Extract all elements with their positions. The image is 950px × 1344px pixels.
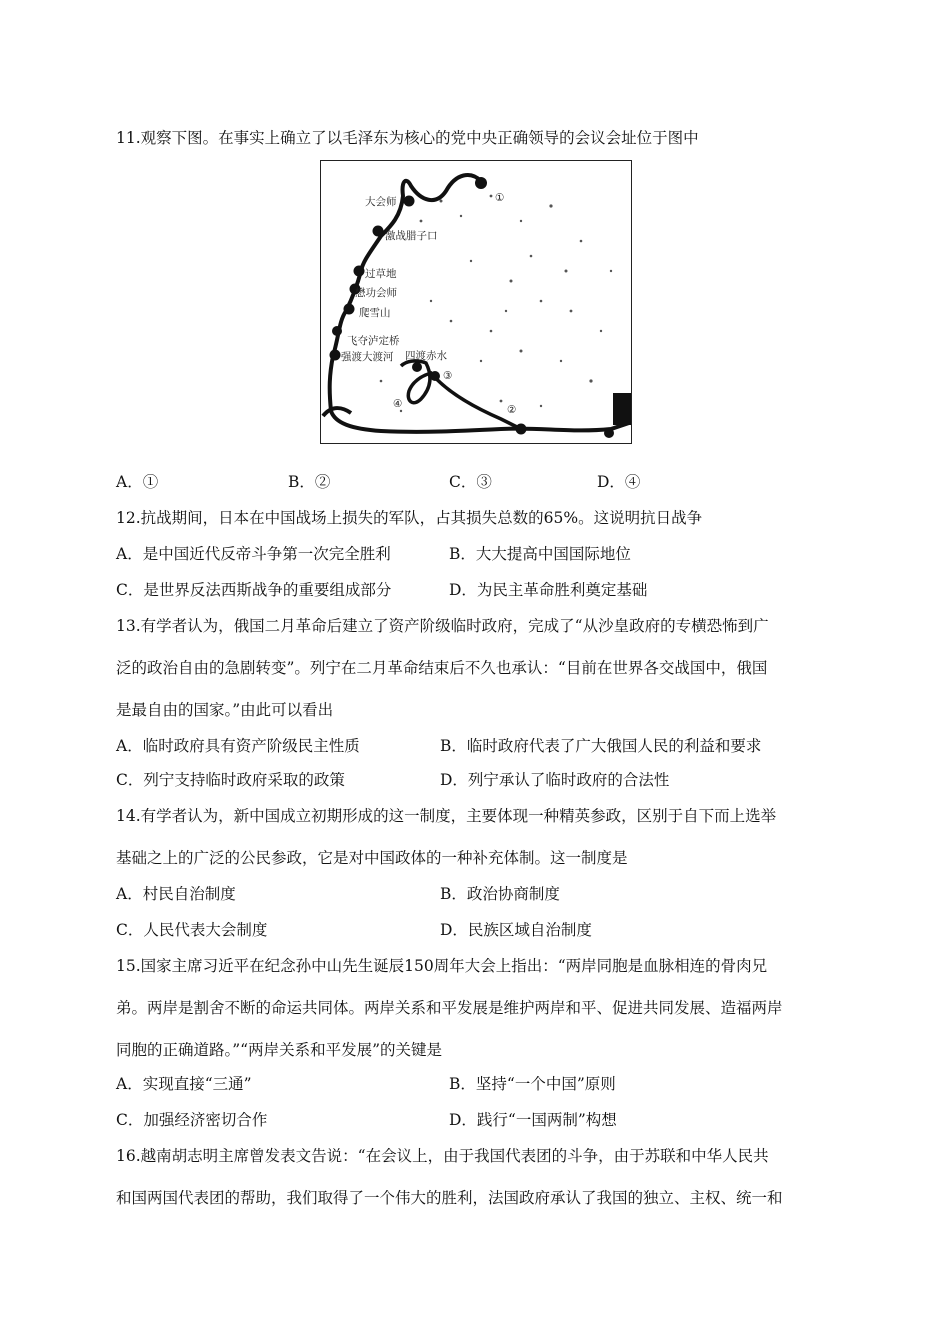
route-line bbox=[330, 175, 629, 432]
label-lazikou: 激战腊子口 bbox=[385, 230, 438, 242]
q12-option-d[interactable]: D．为民主革命胜利奠定基础 bbox=[449, 581, 648, 599]
q12-option-a[interactable]: A．是中国近代反帝斗争第一次完全胜利 bbox=[116, 545, 391, 563]
q15-option-b[interactable]: B．坚持“一个中国”原则 bbox=[449, 1075, 616, 1093]
label-sidu-chishui: 四渡赤水 bbox=[405, 350, 447, 362]
q15-stem-line-2: 弟。两岸是割舍不断的命运共同体。两岸关系和平发展是维护两岸和平、促进共同发展、造福两岸 bbox=[116, 999, 783, 1017]
label-circle-3: ③ bbox=[443, 370, 453, 382]
q14-stem-line-1: 14.有学者认为，新中国成立初期形成的这一制度，主要体现一种精英参政，区别于自下而上选举 bbox=[116, 807, 777, 825]
q13-stem-line-3: 是最自由的国家。”由此可以看出 bbox=[116, 701, 334, 719]
q16-stem-line-2: 和国两国代表团的帮助，我们取得了一个伟大的胜利，法国政府承认了我国的独立、主权、统一和 bbox=[116, 1189, 783, 1207]
q14-option-c[interactable]: C．人民代表大会制度 bbox=[116, 921, 268, 939]
route-start-segment bbox=[323, 408, 351, 416]
q13-stem-line-1: 13.有学者认为，俄国二月革命后建立了资产阶级临时政府，完成了“从沙皇政府的专横恐怖到广 bbox=[116, 617, 769, 635]
q13-option-a[interactable]: A．临时政府具有资产阶级民主性质 bbox=[116, 737, 360, 755]
node-caodi bbox=[354, 266, 365, 277]
q12-option-b[interactable]: B．大大提高中国国际地位 bbox=[449, 545, 631, 563]
node-circle-1 bbox=[475, 177, 487, 189]
q13-option-b[interactable]: B．临时政府代表了广大俄国人民的利益和要求 bbox=[440, 737, 762, 755]
label-daduhe: 强渡大渡河 bbox=[341, 351, 394, 363]
label-xueshan: 爬雪山 bbox=[359, 307, 391, 319]
node-circle-3 bbox=[430, 371, 440, 381]
q16-stem-line-1: 16.越南胡志明主席曾发表文告说：“在会议上，由于我国代表团的斗争，由于苏联和中华人民共 bbox=[116, 1147, 769, 1165]
q11-option-a[interactable]: A．① bbox=[116, 473, 159, 491]
q15-stem-line-3: 同胞的正确道路。”“两岸关系和平发展”的关键是 bbox=[116, 1041, 443, 1059]
q11-option-d[interactable]: D．④ bbox=[597, 473, 641, 491]
q15-option-c[interactable]: C．加强经济密切合作 bbox=[116, 1111, 268, 1129]
q15-option-a[interactable]: A．实现直接“三通” bbox=[116, 1075, 252, 1093]
node-dahuishi bbox=[404, 196, 415, 207]
q13-option-d[interactable]: D．列宁承认了临时政府的合法性 bbox=[440, 771, 670, 789]
node-lazikou bbox=[373, 226, 384, 237]
label-circle-1: ① bbox=[495, 192, 505, 204]
map-edge-mark bbox=[613, 393, 631, 425]
q11-stem: 11.观察下图。在事实上确立了以毛泽东为核心的党中央正确领导的会议会址位于图中 bbox=[116, 129, 699, 147]
q14-option-d[interactable]: D．民族区域自治制度 bbox=[440, 921, 592, 939]
node-end bbox=[604, 428, 614, 438]
label-maogong: 懋功会师 bbox=[355, 287, 397, 299]
q14-option-b[interactable]: B．政治协商制度 bbox=[440, 885, 560, 903]
q11-option-b[interactable]: B．② bbox=[288, 473, 331, 491]
q15-option-d[interactable]: D．践行“一国两制”构想 bbox=[449, 1111, 617, 1129]
q13-option-c[interactable]: C．列宁支持临时政府采取的政策 bbox=[116, 771, 345, 789]
label-circle-4: ④ bbox=[393, 398, 403, 410]
label-circle-2: ② bbox=[507, 404, 517, 416]
q11-option-c[interactable]: C．③ bbox=[449, 473, 492, 491]
label-dahuishi: 大会师 bbox=[365, 196, 397, 208]
node-chishui bbox=[412, 362, 422, 372]
q12-option-c[interactable]: C．是世界反法西斯战争的重要组成部分 bbox=[116, 581, 392, 599]
node-circle-2 bbox=[516, 424, 527, 435]
long-march-route-svg bbox=[321, 161, 631, 443]
q15-stem-line-1: 15.国家主席习近平在纪念孙中山先生诞辰150周年大会上指出：“两岸同胞是血脉相连的骨肉兄 bbox=[116, 957, 768, 975]
label-luding: 飞夺泸定桥 bbox=[347, 335, 400, 347]
map-terrain-dots bbox=[380, 195, 612, 413]
node-daduhe bbox=[330, 350, 341, 361]
long-march-map bbox=[320, 160, 632, 444]
q14-option-a[interactable]: A．村民自治制度 bbox=[116, 885, 236, 903]
label-caodi: 过草地 bbox=[365, 268, 397, 280]
q14-stem-line-2: 基础之上的广泛的公民参政，它是对中国政体的一种补充体制。这一制度是 bbox=[116, 849, 628, 867]
node-xueshan bbox=[344, 304, 355, 315]
node-luding bbox=[332, 326, 342, 336]
q13-stem-line-2: 泛的政治自由的急剧转变”。列宁在二月革命结束后不久也承认：“目前在世界各交战国中，俄国 bbox=[116, 659, 768, 677]
q12-stem: 12.抗战期间，日本在中国战场上损失的军队，占其损失总数的65%。这说明抗日战争 bbox=[116, 509, 703, 527]
